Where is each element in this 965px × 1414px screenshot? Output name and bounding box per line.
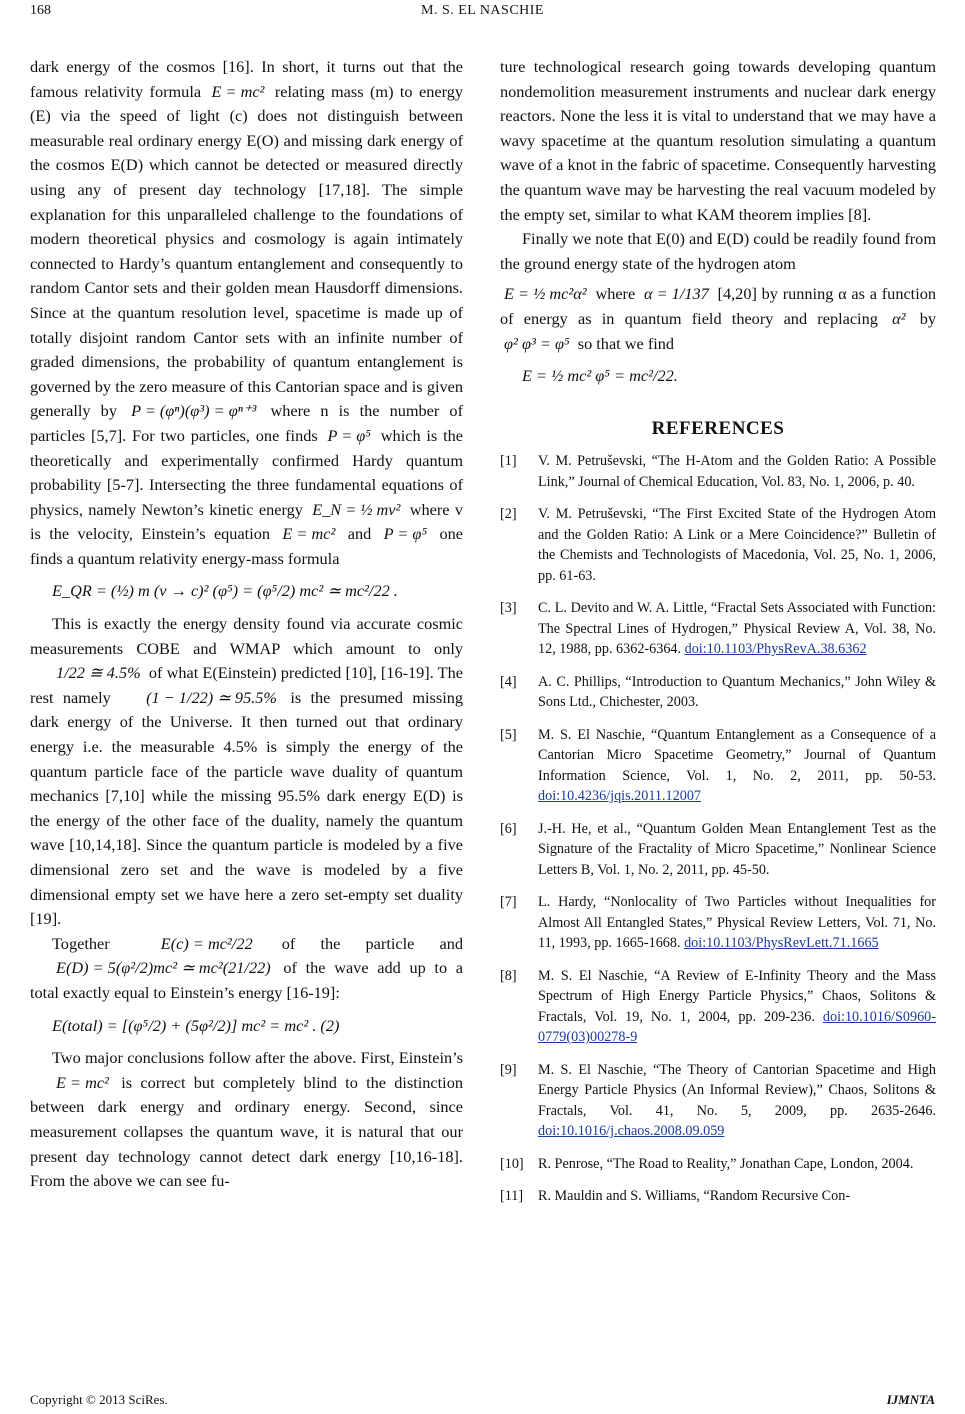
text: which is the theoretically and experimentally confirmed Hardy quantum probability [5-7]. Intersecting the three fundamental equations of physics, namely Newton’s kinetic energy (30, 425, 463, 519)
equation: P = (φⁿ)(φ³) = φⁿ⁺³ (131, 401, 257, 421)
equation: E(D) = 5(φ²/2)mc² ≃ mc²(21/22) (56, 958, 271, 978)
reference-list (500, 451, 936, 1207)
text: This is exactly the energy density found via accurate cosmic measurements COBE and WMAP which amount to only (30, 614, 463, 658)
text: where v is the velocity, Einstein’s equation (30, 499, 463, 544)
text: is the presumed missing dark energy of the Universe. It then turned out that ordinary energy i.e. the measurable 4.5% is simply the energy of the quantum particle face of the particle wave duality of quantum mechanics [7,10] while the missing 95.5% dark energy E(D) is the energy of the other face of the duality, namely the quantum wave [10,14,18]. Since the quantum particle is modeled by a five dimensional zero set and the wave is modeled by a five dimensional empty set we have here a zero set-empty set duality [19]. (30, 687, 464, 929)
reference-item (500, 966, 936, 1048)
page-number: 168 (30, 3, 51, 18)
reference-number: [3] (500, 600, 517, 617)
copyright: Copyright © 2013 SciRes. (30, 1392, 168, 1407)
text: of the particle and (281, 933, 463, 953)
reference-number: [6] (500, 820, 517, 837)
reference-item (500, 598, 936, 660)
reference-number: [5] (500, 726, 517, 743)
equation: E = mc² (211, 81, 265, 101)
reference-item (500, 1186, 936, 1207)
reference-item (500, 819, 936, 881)
paragraph: ture technological research going towards developing quantum nondemolition measurement instruments and nuclear dark energy reactors. None the less it is vital to understand that we may have a wavy spacetime at the quantum resolution simulating a quantum wave of a knot in the fabric of spacetime. Consequently harvesting the quantum wave may be harvesting the real vacuum modeled by the empty set, similar to what KAM theorem implies [8]. (500, 57, 936, 224)
equation: E_N = ½ mv² (312, 499, 401, 519)
reference-text: R. Penrose, “The Road to Reality,” Jonathan Cape, London, 2004. (538, 1155, 914, 1172)
reference-text: R. Mauldin and S. Williams, “Random Recursive Con- (538, 1188, 851, 1205)
reference-text: J.-H. He, et al., “Quantum Golden Mean Entanglement Test as the Signature of the Fractality of Micro Spacetime,” Nonlinear Science Letters B, Vol. 1, No. 2, 2011, pp. 45-50. (538, 820, 936, 878)
running-head: M. S. EL NASCHIE (421, 3, 544, 18)
equation: (1 − 1/22) ≃ 95.5% (146, 687, 277, 707)
text: where n is the number of particles [5,7]. For two particles, one finds (30, 401, 463, 445)
text: dark energy of the cosmos [16]. In short, it turns out that the famous relativity formula (30, 57, 463, 101)
equation: α² (892, 308, 906, 328)
display-equation: E_QR = (½) m (v → c)² (φ⁵) = (φ⁵/2) mc² ≃ mc²/22 . (52, 581, 398, 601)
text: of the wave add up to a total exactly equal to Einstein’s energy [16-19]: (30, 958, 464, 1002)
reference-item (500, 451, 936, 492)
text: of what E(Einstein) predicted [10], [16-19]. The rest namely (30, 663, 463, 707)
reference-text: C. L. Devito and W. A. Little, “Fractal Sets Associated with Function: The Spectral Lines of Hydrogen,” Physical Review A, Vol. 38, No. 12, 1988, pp. 6362-6364. (538, 600, 936, 658)
reference-number: [11] (500, 1188, 524, 1205)
reference-item (500, 672, 936, 713)
text: so that we find (577, 333, 675, 353)
doi-link[interactable]: doi:10.1103/PhysRevA.38.6362 (684, 641, 867, 658)
journal-abbrev: IJMNTA (886, 1392, 935, 1407)
equation: E = mc² (282, 524, 336, 544)
reference-number: [2] (500, 506, 517, 523)
reference-text: A. C. Phillips, “Introduction to Quantum Mechanics,” John Wiley & Sons Ltd., Chichester, 2003. (538, 673, 936, 711)
display-equation: E = ½ mc² φ⁵ = mc²/22. (522, 366, 678, 386)
reference-text: M. S. El Naschie, “The Theory of Cantorian Spacetime and High Energy Particle Physics (An Informal Review),” Chaos, Solitons & Fractals, Vol. 41, No. 5, 2009, pp. 2635-2646. (538, 1061, 936, 1119)
reference-number: [9] (500, 1061, 517, 1078)
paragraph (30, 932, 463, 1006)
equation: E = mc² (56, 1072, 109, 1092)
equation: φ² φ³ = φ⁵ (504, 333, 570, 353)
text: [4,20] by running α as a function of energy as in quantum field theory and replacing (500, 284, 937, 328)
doi-link[interactable]: doi:10.4236/jqis.2011.12007 (538, 788, 702, 805)
left-column (30, 55, 463, 1194)
text: is correct but completely blind to the distinction between dark energy and ordinary energy. Second, since measurement collapses the quantum wave, it is natural that our present day technology cannot detect dark energy [10,16-18]. From the above we can see fu- (30, 1072, 463, 1191)
reference-item (500, 892, 936, 954)
reference-text: M. S. El Naschie, “Quantum Entanglement as a Consequence of a Cantorian Micro Spacetime Geometry,” Journal of Quantum Information Science, Vol. 1, No. 2, 2011, pp. 50-53. (538, 726, 936, 784)
text: by (919, 308, 936, 328)
text: and (347, 524, 372, 544)
reference-item (500, 1060, 936, 1142)
reference-text: V. M. Petruševski, “The First Excited State of the Hydrogen Atom and the Golden Ratio: A Link or a Mere Coincidence?” Bulletin of the Chemists and Technologists of Macedonia, Vol. 25, No. 1, 2006, pp. 61-63. (538, 506, 936, 584)
doi-link[interactable]: doi:10.1016/j.chaos.2008.09.059 (538, 1123, 725, 1140)
reference-item (500, 725, 936, 807)
equation: E(c) = mc²/22 (160, 933, 253, 953)
reference-number: [8] (500, 967, 517, 984)
equation: P = φ⁵ (327, 425, 371, 445)
references-heading: REFERENCES (651, 417, 785, 439)
equation: P = φ⁵ (383, 524, 428, 544)
paragraph: Finally we note that E(0) and E(D) could be readily found from the ground energy state of the hydrogen atom (500, 229, 936, 273)
reference-item (500, 504, 936, 586)
reference-text: L. Hardy, “Nonlocality of Two Particles without Inequalities for Almost All Entangled States,” Physical Review Letters, Vol. 71, No. 11, 1993, pp. 1665-1668. (538, 894, 936, 952)
text: one finds a quantum relativity energy-mass formula (30, 524, 464, 568)
paragraph (500, 282, 936, 356)
text: where (595, 284, 636, 304)
doi-link[interactable]: doi:10.1016/S0960-0779(03)00278-9 (538, 1008, 936, 1046)
reference-number: [7] (500, 894, 517, 911)
reference-number: [4] (500, 673, 517, 690)
text: Together (52, 933, 110, 953)
doi-link[interactable]: doi:10.1103/PhysRevLett.71.1665 (684, 935, 879, 952)
reference-number: [1] (500, 453, 517, 470)
equation: E = ½ mc²α² (504, 284, 587, 304)
reference-text: V. M. Petruševski, “The H-Atom and the Golden Ratio: A Possible Link,” Journal of Chemical Education, Vol. 83, No. 1, 2006, p. 40. (538, 453, 936, 490)
text: Two major conclusions follow after the above. First, Einstein’s (52, 1048, 463, 1068)
paragraph (30, 612, 463, 932)
right-column (500, 55, 936, 1219)
equation: 1/22 ≅ 4.5% (56, 663, 141, 683)
paragraph (30, 1046, 463, 1194)
reference-text: M. S. El Naschie, “A Review of E-Infinity Theory and the Mass Spectrum of High Energy Particle Physics,” Chaos, Solitons & Fractals, Vol. 19, No. 1, 2004, pp. 209-236. (538, 967, 936, 1025)
equation: α = 1/137 (644, 284, 709, 304)
paragraph (30, 55, 463, 571)
text: relating mass (m) to energy (E) via the speed of light (c) does not distinguish between measurable real ordinary energy E(O) and missing dark energy of the cosmos E(D) which cannot be detected or measured directly using any of present day technology [17,18]. The simple explanation for this unparalleled challenge to the foundations of modern theoretical physics and cosmology is again intimately connected to Hardy’s quantum entanglement and consequently to random Cantor sets and their golden mean Hausdorff dimensions. Since at the quantum resolution level, spacetime is made up of totally disjoint random Cantor sets with an infinite number of graded dimensions, the probability of quantum entanglement is governed by the zero measure of this Cantorian space and is given generally by (30, 81, 463, 421)
reference-number: [10] (500, 1155, 524, 1172)
display-equation: E(total) = [(φ⁵/2) + (5φ²/2)] mc² = mc² . (2) (52, 1015, 340, 1035)
page-header (0, 0, 965, 30)
reference-item (500, 1154, 936, 1175)
